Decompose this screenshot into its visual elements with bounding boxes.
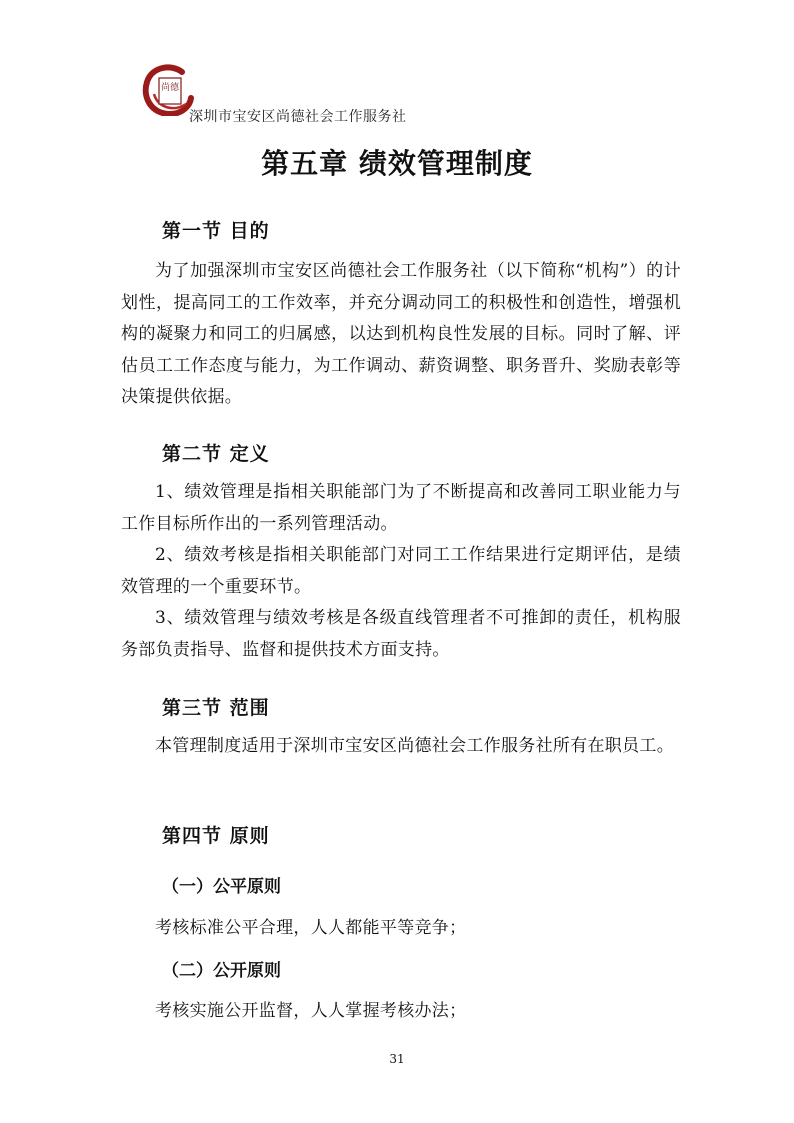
logo-char-1: 尚德 xyxy=(160,83,180,93)
section-heading-principles: 第四节 原则 xyxy=(162,825,270,847)
organization-name: 深圳市宝安区尚德社会工作服务社 xyxy=(189,109,407,125)
section-heading-scope: 第三节 范围 xyxy=(162,697,270,719)
page-number: 31 xyxy=(389,1052,405,1066)
section-1-paragraph: 为了加强深圳市宝安区尚德社会工作服务社（以下简称“机构”）的计划性，提高同工的工作效率，并充分调动同工的积极性和创造性，增强机构的凝聚力和同工的归属感，以达到机构良性发展的目标。同时了解、评估员工工作态度与能力，为工作调动、薪资调整、职务晋升、奖励表彰等决策提供依据。 xyxy=(121,261,681,407)
organization-logo-icon xyxy=(142,64,194,116)
section-heading-definition: 第二节 定义 xyxy=(162,443,270,465)
definition-item-3: 3、绩效管理与绩效考核是各级直线管理者不可推卸的责任，机构服务部负责指导、监督和提供技术方面支持。 xyxy=(121,608,681,660)
principle-openness-title: （二）公开原则 xyxy=(162,961,281,981)
section-heading-purpose: 第一节 目的 xyxy=(162,220,270,242)
chapter-title: 第五章 绩效管理制度 xyxy=(261,147,533,180)
definition-item-1: 1、绩效管理是指相关职能部门为了不断提高和改善同工职业能力与工作目标所作出的一系列管理活动。 xyxy=(121,482,681,534)
page-header xyxy=(142,64,542,124)
principle-fairness-title: （一）公平原则 xyxy=(162,877,281,897)
definition-item-2: 2、绩效考核是指相关职能部门对同工工作结果进行定期评估，是绩效管理的一个重要环节。 xyxy=(121,545,681,597)
scope-paragraph: 本管理制度适用于深圳市宝安区尚德社会工作服务社所有在职员工。 xyxy=(155,736,674,756)
principle-fairness-text: 考核标准公平合理，人人都能平等竞争； xyxy=(155,918,467,938)
principle-openness-text: 考核实施公开监督，人人掌握考核办法； xyxy=(155,1001,467,1021)
